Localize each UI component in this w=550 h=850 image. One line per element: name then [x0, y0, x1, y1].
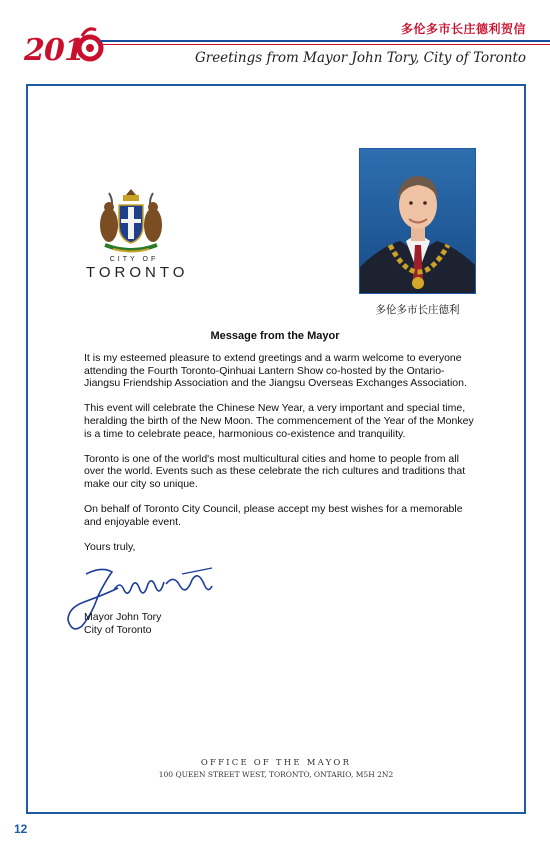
logo-city-of: CITY OF	[109, 256, 159, 263]
message-paragraph: It is my esteemed pleasure to extend greetings and a warm welcome to everyone attending the Fourth Toronto-Qinhuai Lantern Show co-hosted by the Ontario-Jiangsu Friendship Association and the Jiangsu Overseas Exchanges Association.	[84, 352, 467, 390]
message-body	[84, 352, 476, 566]
message-paragraph: Toronto is one of the world's most multicultural cities and home to people from all over the world. Events such as these celebrate the rich cultures and traditions that make our city so unique.	[84, 452, 466, 490]
office-title: OFFICE OF THE MAYOR	[200, 758, 352, 768]
portrait-caption: 多伦多市长庄德利	[375, 304, 460, 316]
message-title: Message from the Mayor	[210, 330, 340, 342]
signer-title: City of Toronto	[84, 623, 152, 636]
logo-toronto: TORONTO	[86, 264, 189, 281]
signer-name: Mayor John Tory	[84, 611, 162, 623]
office-address: 100 QUEEN STREET WEST, TORONTO, ONTARIO, M5H 2N2	[158, 770, 394, 779]
mayor-portrait	[359, 148, 476, 294]
coat-of-arms-icon	[95, 185, 167, 255]
svg-text:0: 0	[44, 33, 65, 68]
header-rule-blue	[100, 40, 550, 42]
signer-block	[84, 611, 161, 636]
page-number: 12	[14, 822, 28, 836]
message-paragraph: On behalf of Toronto City Council, please accept my best wishes for a memorable and enjoyable event.	[84, 503, 463, 528]
header-greeting: Greetings from Mayor John Tory, City of Toronto	[194, 50, 526, 66]
header-chinese-title: 多伦多市长庄德利贺信	[400, 22, 526, 36]
header-rule-red	[100, 44, 550, 45]
svg-text:1: 1	[64, 33, 85, 68]
svg-text:2: 2	[24, 33, 45, 68]
message-paragraph: This event will celebrate the Chinese New Year, a very important and special time, heralding the birth of the New Moon. The commencement of the Year of the Monkey is a time to celebrate peace, harmonious co-existence and tranquility.	[84, 402, 474, 440]
message-closing: Yours truly,	[84, 540, 136, 553]
year-2016-logo	[22, 24, 104, 70]
